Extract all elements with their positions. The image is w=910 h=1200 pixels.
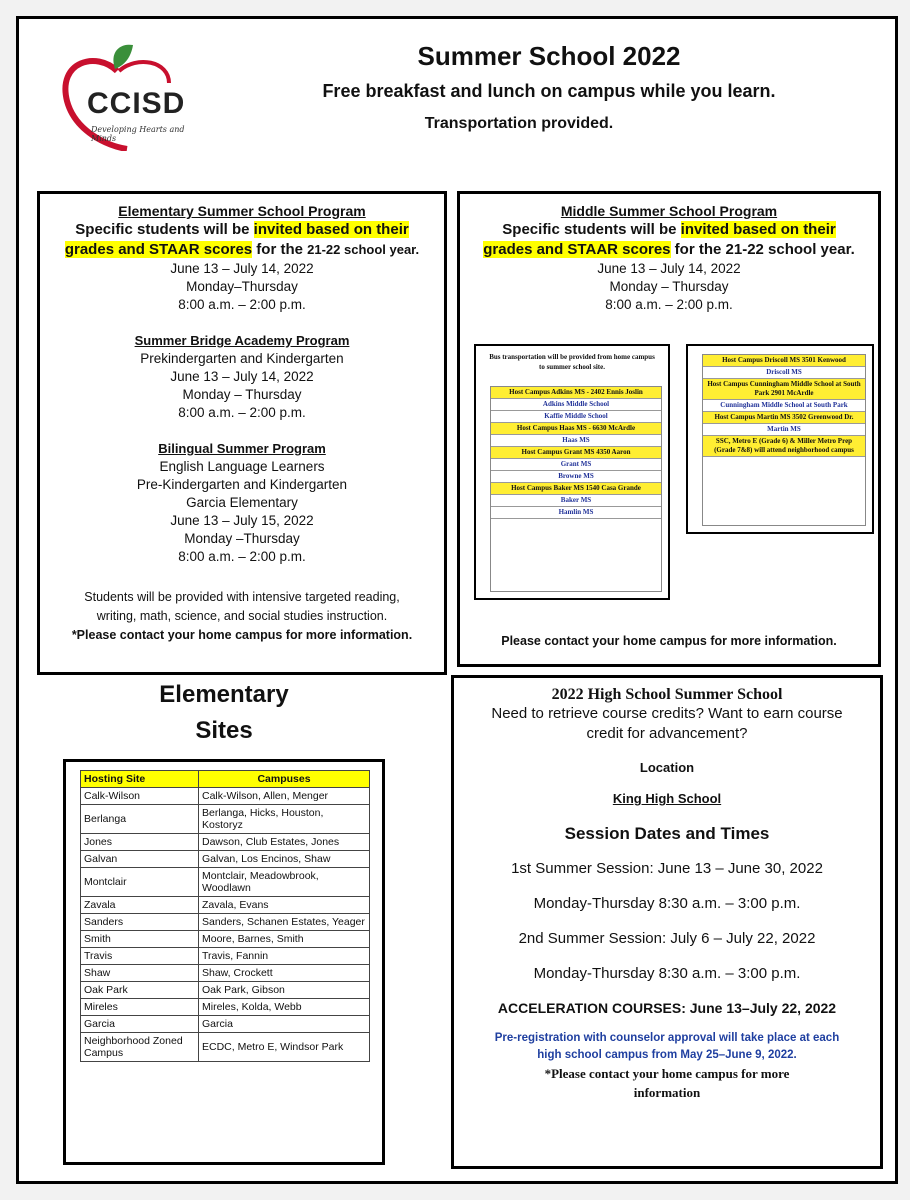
bridge-grades: Prekindergarten and Kindergarten <box>140 351 344 366</box>
campuses-cell: ECDC, Metro E, Windsor Park <box>199 1033 370 1062</box>
bilingual-title: Bilingual Summer Program <box>158 441 326 456</box>
table-row <box>81 914 370 931</box>
table-row <box>81 788 370 805</box>
flyer-page <box>16 16 898 1184</box>
table-row <box>81 834 370 851</box>
campuses-cell: Zavala, Evans <box>199 897 370 914</box>
hs-session-heading: Session Dates and Times <box>564 824 770 843</box>
criteria-text: Specific students will be <box>502 221 681 238</box>
bus-list-left <box>490 386 662 592</box>
hosting-site-cell: Smith <box>81 931 199 948</box>
hosting-site-cell: Travis <box>81 948 199 965</box>
table-row <box>81 965 370 982</box>
transport-subtitle: Transportation provided. <box>424 115 614 132</box>
bus-school-entry: Hamlin MS <box>491 507 661 519</box>
table-row <box>81 805 370 834</box>
sites-heading <box>129 677 319 749</box>
hosting-site-cell: Sanders <box>81 914 199 931</box>
table-row <box>81 982 370 999</box>
campuses-cell: Travis, Fannin <box>199 948 370 965</box>
campuses-cell: Sanders, Schanen Estates, Yeager <box>199 914 370 931</box>
sites-heading-line-2: Sites <box>195 717 253 744</box>
col-hosting-site: Hosting Site <box>81 771 199 788</box>
bilingual-line-3: Garcia Elementary <box>186 495 298 510</box>
middle-days: Monday – Thursday <box>609 279 729 294</box>
criteria-text: Specific students will be <box>75 221 254 238</box>
sites-table-header <box>81 771 370 788</box>
elementary-criteria-2 <box>40 240 444 260</box>
hs-title: 2022 High School Summer School <box>551 686 783 703</box>
hs-prereg-2: high school campus from May 25–June 9, 2022. <box>537 1049 797 1061</box>
bus-school-entry: Cunningham Middle School at South Park <box>703 400 865 412</box>
bilingual-line-2: Pre-Kindergarten and Kindergarten <box>136 477 348 492</box>
logo-wordmark: CCISD <box>87 87 186 120</box>
hosting-site-cell: Mireles <box>81 999 199 1016</box>
sites-table <box>80 770 370 1062</box>
table-row <box>81 999 370 1016</box>
elementary-dates: June 13 – July 14, 2022 <box>170 261 314 276</box>
middle-criteria-1 <box>460 220 878 240</box>
col-campuses: Campuses <box>199 771 370 788</box>
bus-school-entry: Kaffie Middle School <box>491 411 661 423</box>
hs-prereg-1: Pre-registration with counselor approval will take place at each <box>494 1032 840 1044</box>
elementary-days: Monday–Thursday <box>186 279 298 294</box>
bridge-title: Summer Bridge Academy Program <box>134 333 350 348</box>
hs-contact-2: information <box>633 1085 701 1100</box>
campuses-cell: Oak Park, Gibson <box>199 982 370 999</box>
page-title: Summer School 2022 <box>417 41 681 71</box>
hs-acceleration: ACCELERATION COURSES: June 13–July 22, 2022 <box>497 1000 837 1016</box>
bus-table-left <box>474 344 670 600</box>
bus-school-entry: Grant MS <box>491 459 661 471</box>
bus-host-campus: Host Campus Martin MS 3502 Greenwood Dr. <box>703 412 865 424</box>
hosting-site-cell: Zavala <box>81 897 199 914</box>
high-school-box <box>451 675 883 1169</box>
middle-dates: June 13 – July 14, 2022 <box>597 261 741 276</box>
hosting-site-cell: Shaw <box>81 965 199 982</box>
bus-table-right <box>686 344 874 534</box>
middle-criteria-2 <box>460 240 878 260</box>
ccisd-logo <box>57 41 207 151</box>
campuses-cell: Montclair, Meadowbrook, Woodlawn <box>199 868 370 897</box>
bridge-times: 8:00 a.m. – 2:00 p.m. <box>178 405 306 420</box>
bus-list-right <box>702 354 866 526</box>
table-row <box>81 1016 370 1033</box>
hosting-site-cell: Galvan <box>81 851 199 868</box>
elementary-contact: *Please contact your home campus for more information. <box>71 628 413 642</box>
elementary-note-1: Students will be provided with intensive targeted reading, <box>84 590 400 604</box>
bridge-dates: June 13 – July 14, 2022 <box>170 369 314 384</box>
criteria-highlight: grades and STAAR scores <box>483 241 671 258</box>
bridge-days: Monday – Thursday <box>182 387 302 402</box>
criteria-text: 21-22 school year. <box>307 242 420 257</box>
criteria-highlight: invited based on their <box>253 221 409 238</box>
campuses-cell: Mireles, Kolda, Webb <box>199 999 370 1016</box>
hosting-site-cell: Oak Park <box>81 982 199 999</box>
hs-question-2: credit for advancement? <box>586 725 748 742</box>
hosting-site-cell: Montclair <box>81 868 199 897</box>
campuses-cell: Garcia <box>199 1016 370 1033</box>
hs-location-label: Location <box>639 760 695 775</box>
table-row <box>81 1033 370 1062</box>
hs-session-2: 2nd Summer Session: July 6 – July 22, 2022 <box>518 930 816 947</box>
bus-school-entry: Driscoll MS <box>703 367 865 379</box>
meals-subtitle: Free breakfast and lunch on campus while you learn. <box>322 81 776 101</box>
bus-host-campus: Host Campus Baker MS 1540 Casa Grande <box>491 483 661 495</box>
elementary-times: 8:00 a.m. – 2:00 p.m. <box>178 297 306 312</box>
bilingual-days: Monday –Thursday <box>184 531 300 546</box>
bus-host-campus: Host Campus Grant MS 4350 Aaron <box>491 447 661 459</box>
table-row <box>81 851 370 868</box>
middle-contact: Please contact your home campus for more information. <box>501 634 837 648</box>
hs-location: King High School <box>612 791 722 806</box>
elementary-title: Elementary Summer School Program <box>118 203 366 219</box>
table-row <box>81 897 370 914</box>
criteria-text: for the 21-22 school year. <box>670 241 855 258</box>
bus-host-campus: Host Campus Cunningham Middle School at South Park 2901 McArdle <box>703 379 865 400</box>
sites-table-frame <box>63 759 385 1165</box>
bus-school-entry: Adkins Middle School <box>491 399 661 411</box>
criteria-text: for the <box>252 241 308 258</box>
table-row <box>81 868 370 897</box>
hosting-site-cell: Calk-Wilson <box>81 788 199 805</box>
middle-title: Middle Summer School Program <box>560 203 778 219</box>
campuses-cell: Calk-Wilson, Allen, Menger <box>199 788 370 805</box>
bilingual-dates: June 13 – July 15, 2022 <box>170 513 314 528</box>
bilingual-times: 8:00 a.m. – 2:00 p.m. <box>178 549 306 564</box>
campuses-cell: Moore, Barnes, Smith <box>199 931 370 948</box>
middle-times: 8:00 a.m. – 2:00 p.m. <box>605 297 733 312</box>
table-row <box>81 948 370 965</box>
criteria-highlight: grades and STAAR scores <box>64 241 253 258</box>
bus-host-campus: Host Campus Haas MS - 6630 McArdle <box>491 423 661 435</box>
campuses-cell: Dawson, Club Estates, Jones <box>199 834 370 851</box>
logo-tagline: Developing Hearts and Minds <box>91 125 185 143</box>
hs-contact-1: *Please contact your home campus for more <box>544 1066 790 1081</box>
hosting-site-cell: Berlanga <box>81 805 199 834</box>
hosting-site-cell: Garcia <box>81 1016 199 1033</box>
campuses-cell: Galvan, Los Encinos, Shaw <box>199 851 370 868</box>
criteria-highlight: invited based on their <box>680 221 836 238</box>
elementary-criteria-1 <box>40 220 444 240</box>
hs-session-1: 1st Summer Session: June 13 – June 30, 2022 <box>511 860 823 877</box>
bilingual-line-1: English Language Learners <box>159 459 325 474</box>
campuses-cell: Berlanga, Hicks, Houston, Kostoryz <box>199 805 370 834</box>
hs-session-1-times: Monday-Thursday 8:30 a.m. – 3:00 p.m. <box>533 895 801 912</box>
bus-school-entry: Martin MS <box>703 424 865 436</box>
hs-session-2-times: Monday-Thursday 8:30 a.m. – 3:00 p.m. <box>533 965 801 982</box>
bus-school-entry: Browne MS <box>491 471 661 483</box>
middle-program-box <box>457 191 881 667</box>
hosting-site-cell: Jones <box>81 834 199 851</box>
hosting-site-cell: Neighborhood Zoned Campus <box>81 1033 199 1062</box>
bus-host-campus: SSC, Metro E (Grade 6) & Miller Metro Prep (Grade 7&8) will attend neighborhood campus <box>703 436 865 457</box>
hs-question-1: Need to retrieve course credits? Want to earn course <box>491 705 843 722</box>
table-row <box>81 931 370 948</box>
sites-heading-line-1: Elementary <box>159 681 289 708</box>
bus-intro: Bus transportation will be provided from home campus to summer school site. <box>489 353 655 371</box>
bus-school-entry: Haas MS <box>491 435 661 447</box>
campuses-cell: Shaw, Crockett <box>199 965 370 982</box>
bus-school-entry: Baker MS <box>491 495 661 507</box>
elementary-note-2: writing, math, science, and social studies instruction. <box>96 609 388 623</box>
elementary-program-box <box>37 191 447 675</box>
bus-host-campus: Host Campus Driscoll MS 3501 Kenwood <box>703 355 865 367</box>
bus-host-campus: Host Campus Adkins MS - 2402 Ennis Joslin <box>491 387 661 399</box>
